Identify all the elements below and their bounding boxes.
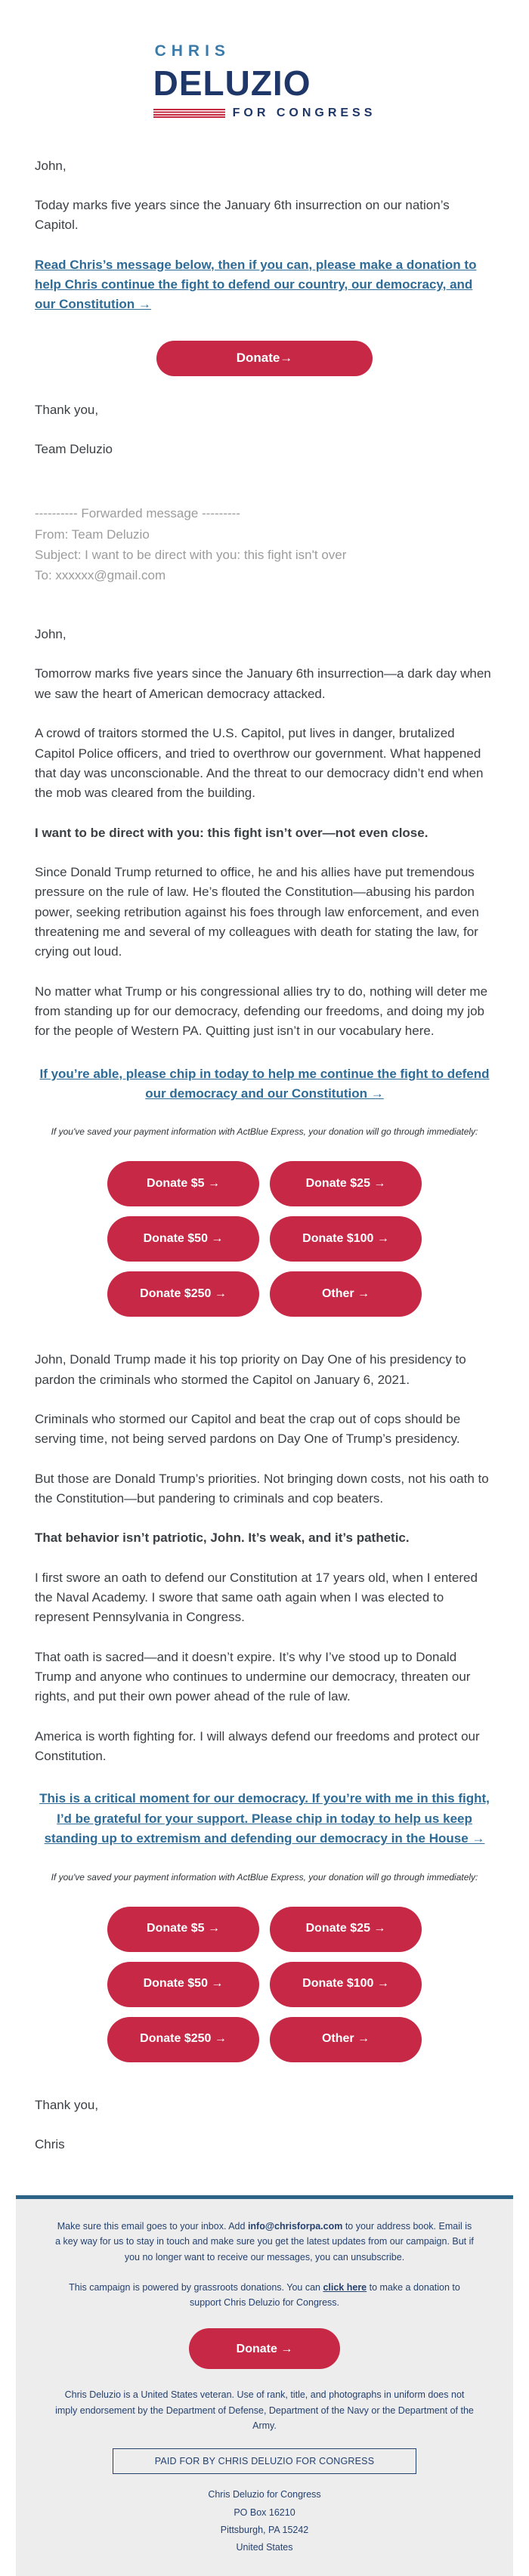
top-donate-button-row	[35, 338, 494, 400]
footer-click-here-link[interactable]: click here	[323, 2281, 367, 2293]
footer-grassroots-text: to make a donation to support Chris Deluzio for Congress.	[190, 2281, 460, 2309]
actblue-express-note: If you've saved your payment information with ActBlue Express, your donation will go through immediately:	[51, 1871, 478, 1883]
donate-50-button[interactable]: Donate $50 →	[107, 1962, 259, 2007]
logo-first-name: CHRIS	[154, 42, 230, 60]
message-paragraph: That oath is sacred—and it doesn’t expire. It’s why I’ve stood up to Donald Trump and anyone who continues to undermine our democracy, threaten our rights, and put their own power ahead of the rule of law.	[35, 1649, 471, 1704]
message-paragraph: But those are Donald Trump’s priorities. Not bringing down costs, not his oath to the Constitution—but pandering to criminals and cop beaters.	[35, 1471, 489, 1506]
forwarded-subject: Subject: I want to be direct with you: this fight isn't over	[35, 547, 347, 562]
footer-inbox-note-text: to your address book. Email is a key way for us to stay in touch and make sure you get the latest updates from our campaign. But if you no longer want to receive our messages, you can unsubscribe.	[55, 2221, 474, 2262]
forwarded-from: From: Team Deluzio	[35, 527, 150, 542]
donate-100-button[interactable]: Donate $100 →	[270, 1962, 422, 2007]
forwarded-message-header	[35, 503, 494, 585]
donate-button-footer[interactable]: Donate →	[189, 2328, 340, 2369]
message-paragraph: I first swore an oath to defend our Constitution at 17 years old, when I entered the Naval Academy. I swore that same oath again when I was elected to represent Pennsylvania in Congress.	[35, 1570, 478, 1625]
footer-grassroots-text: This campaign is powered by grassroots donations. You can	[69, 2281, 323, 2293]
logo-last-name: DELUZIO	[153, 63, 311, 103]
address-line-city-state-zip: Pittsburgh, PA 15242	[220, 2524, 309, 2535]
message-paragraph: Tomorrow marks five years since the January 6th insurrection—a dark day when we saw the heart of American democracy attacked.	[35, 666, 491, 701]
footer-veteran-disclaimer: Chris Deluzio is a United States veteran. Use of rank, title, and photographs in uniform does not imply endorsement by the Department of Defense, Department of the Navy or the Department of the Army.	[55, 2389, 474, 2431]
donate-amount-grid-1	[107, 1161, 422, 1317]
donate-other-button[interactable]: Other →	[270, 2017, 422, 2062]
message-salutation: John,	[35, 627, 67, 642]
address-line-po-box: PO Box 16210	[234, 2507, 295, 2518]
donate-5-button[interactable]: Donate $5 →	[107, 1907, 259, 1952]
donate-button-top[interactable]: Donate→	[156, 341, 373, 376]
donate-other-button[interactable]: Other →	[270, 1271, 422, 1317]
message-signature: Chris	[35, 2136, 65, 2151]
paid-for-disclaimer-box: PAID FOR BY CHRIS DELUZIO FOR CONGRESS	[113, 2448, 416, 2474]
message-paragraph: Since Donald Trump returned to office, he and his allies have put tremendous pressure on the rule of law. He’s flouted the Constitution—abusing his pardon power, seeking retribution against his foes through law enforcement, and even threatening me and several of my colleagues with death for stating the law, for crying out loud.	[35, 864, 479, 959]
intro-salutation: John,	[35, 158, 67, 173]
message-thanks: Thank you,	[35, 2097, 99, 2112]
donate-250-button[interactable]: Donate $250 →	[107, 2017, 259, 2062]
footer-donate-button-row	[55, 2325, 474, 2387]
message-paragraph: John, Donald Trump made it his top priority on Day One of his presidency to pardon the criminals who stormed the Capitol on January 6, 2021.	[35, 1352, 466, 1387]
intro-donate-link[interactable]: Read Chris’s message below, then if you can, please make a donation to help Chris continue the fight to defend our country, our democracy, and our Constitution →	[35, 257, 477, 312]
logo-tagline: FOR CONGRESS	[232, 106, 376, 119]
footer-grassroots-note	[55, 2280, 474, 2311]
donate-50-button[interactable]: Donate $50 →	[107, 1216, 259, 1262]
intro-paragraph: Today marks five years since the January 6th insurrection on our nation’s Capitol.	[35, 197, 450, 233]
intro-thanks: Thank you,	[35, 402, 99, 417]
email-body	[0, 39, 529, 2154]
flag-stripes-icon	[153, 109, 225, 119]
donate-25-button[interactable]: Donate $25 →	[270, 1907, 422, 1952]
intro-signoff: Team Deluzio	[35, 442, 113, 457]
campaign-address-block	[55, 2486, 474, 2556]
footer-inbox-note-text: Make sure this email goes to your inbox. Add	[57, 2221, 248, 2232]
actblue-express-note: If you've saved your payment information with ActBlue Express, your donation will go through immediately:	[51, 1126, 478, 1138]
chip-in-link-1[interactable]: If you’re able, please chip in today to help me continue the fight to defend our democracy and our Constitution →	[39, 1066, 490, 1101]
message-paragraph: America is worth fighting for. I will always defend our freedoms and protect our Constitution.	[35, 1728, 480, 1764]
donate-100-button[interactable]: Donate $100 →	[270, 1216, 422, 1262]
message-paragraph-bold: I want to be direct with you: this fight isn’t over—not even close.	[35, 825, 428, 840]
chip-in-link-2[interactable]: This is a critical moment for our democracy. If you’re with me in this fight, I’d be grateful for your support. Please chip in today to help us keep standing up to extremism and defending our democracy in the House →	[39, 1791, 490, 1846]
logo-tagline-row	[153, 104, 376, 123]
donate-amount-grid-2	[107, 1907, 422, 2062]
forwarded-divider: ---------- Forwarded message ---------	[35, 506, 240, 521]
campaign-logo	[153, 39, 376, 123]
message-paragraph: Criminals who stormed our Capitol and beat the crap out of cops should be serving time, not being served pardons on Day One of Trump’s presidency.	[35, 1412, 461, 1447]
address-line-country: United States	[236, 2541, 293, 2553]
donate-250-button[interactable]: Donate $250 →	[107, 1271, 259, 1317]
forwarded-to: To: xxxxxx@gmail.com	[35, 567, 166, 582]
address-line-organization: Chris Deluzio for Congress	[208, 2489, 321, 2500]
email-footer	[16, 2195, 513, 2576]
message-paragraph: No matter what Trump or his congressional allies try to do, nothing will deter me from standing up for our democracy, defending our freedoms, and doing my job for the people of Western PA. Quitting just isn’t in our vocabulary here.	[35, 984, 488, 1039]
footer-email-address: info@chrisforpa.com	[247, 2221, 343, 2232]
footer-inbox-note	[55, 2219, 474, 2265]
message-paragraph: A crowd of traitors stormed the U.S. Capitol, put lives in danger, brutalized Capitol Police officers, and tried to overthrow our government. What happened that day was unconscionable. And the threat to our democracy didn’t end when the mob was cleared from the building.	[35, 726, 484, 801]
donate-5-button[interactable]: Donate $5 →	[107, 1161, 259, 1206]
message-paragraph-bold: That behavior isn’t patriotic, John. It’s weak, and it’s pathetic.	[35, 1530, 410, 1546]
donate-25-button[interactable]: Donate $25 →	[270, 1161, 422, 1206]
